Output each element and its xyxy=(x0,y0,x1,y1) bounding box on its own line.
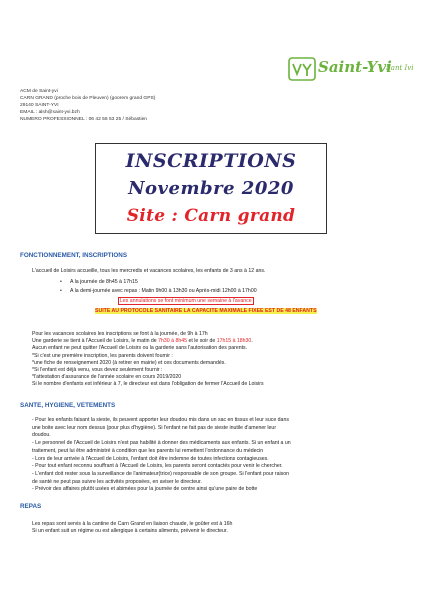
sante-line: de santé ne peut pas suivre les activités proposées, en aviser le directeur. xyxy=(32,478,202,485)
bullet-dot-icon: • xyxy=(60,279,62,285)
sante-line: - Prévoir des affaires plutôt usées et abimées pour la journée de centre ainsi qu'une paire de botte xyxy=(32,486,258,493)
detail-line: *Si l'enfant est déjà venu, vous devez seulement fournir : xyxy=(32,367,163,374)
protocol-notice xyxy=(95,308,317,314)
garderie-morning-hours: 7h30 à 8h45 xyxy=(158,338,187,345)
repas-block xyxy=(32,521,232,535)
address-line: CARN GRAND (proche bois de Pleuven) (goorem grand GPS) xyxy=(20,96,156,101)
heading-fonctionnement: FONCTIONNEMENT, INSCRIPTIONS xyxy=(20,252,128,259)
logo-subtitle: Sant Ivi xyxy=(386,64,414,72)
sante-line: - Pour tout enfant reconnu souffrant à l'Accueil de Loisirs, les parents seront contactés pour venir le chercher. xyxy=(32,463,283,470)
cancellation-text: Les annulations se font minimum une semaine à l'avance xyxy=(120,298,252,304)
repas-line: Si un enfant suit un régime ou est allergique à certains aliments, prévenir le directeur. xyxy=(32,528,228,535)
sante-line: - L'enfant doit rester sous la surveillance de l'animateur(trice) responsable de son groupe. Si l'enfant pour raison xyxy=(32,470,290,477)
cancellation-notice xyxy=(118,298,254,304)
saint-yvi-logo xyxy=(288,52,418,92)
address-line: 29140 SAINT-YVI xyxy=(20,103,59,108)
detail-line: Si le nombre d'enfants est inférieur à 7, le directeur est dans l'obligation de fermer l'Accueil de Loisirs xyxy=(32,381,264,388)
address-block xyxy=(20,88,155,123)
logo-name: Saint-Yvi xyxy=(318,58,392,76)
bullet-text: A la journée de 8h45 à 17h15 xyxy=(70,279,138,285)
bullet-dot-icon: • xyxy=(60,288,62,294)
bullet-demi-journee xyxy=(60,288,257,294)
heading-repas: REPAS xyxy=(20,503,42,510)
garderie-text: et le soir de xyxy=(187,338,217,345)
inscriptions-details xyxy=(32,331,264,389)
bullet-journee xyxy=(60,279,138,285)
protocol-text: SUITE AU PROTOCOLE SANITAIRE LA CAPACITE MAXIMALE FIXEE EST DE 48 ENFANTS xyxy=(95,308,317,314)
title-inscriptions: INSCRIPTIONS xyxy=(125,150,297,172)
sante-line: - Lors de leur arrivée à l'Accueil de Loisirs, l'enfant doit être indemne de toutes infections contagieuses. xyxy=(32,455,269,462)
title-month: Novembre 2020 xyxy=(128,178,294,199)
garderie-text: . xyxy=(251,338,253,345)
detail-line: *Si c'est une première inscription, les parents doivent fournir : xyxy=(32,352,173,359)
garderie-evening-hours: 17h15 à 18h30 xyxy=(216,338,252,345)
sante-line: doudou. xyxy=(32,432,51,439)
heading-sante: SANTE, HYGIENE, VETEMENTS xyxy=(20,402,116,409)
detail-line: Aucun enfant ne peut quitter l'Accueil de Loisirs ou la garderie sans l'autorisation des parents. xyxy=(32,345,248,352)
address-line: NUMERO PROFESSIONNEL : 06 42 56 53 25 / Sébastien xyxy=(20,117,148,122)
address-line: EMAIL : alsh@saint-yvi.bzh xyxy=(20,110,80,115)
bullet-text: A la demi-journée avec repas : Matin 9h00 à 13h30 ou Après-midi 12h00 à 17h00 xyxy=(70,288,257,294)
address-line: ACM de Saint-yvi xyxy=(20,89,58,94)
intro-text: L'accueil de Loisirs accueille, tous les mercredis et vacances scolaires, les enfants de 3 ans à 12 ans. xyxy=(32,268,266,274)
detail-line: *une fiche de renseignement 2020 (à retirer en mairie) et ces documents demandés. xyxy=(32,359,226,366)
title-box xyxy=(95,143,327,234)
detail-line: *l'attestation d'assurance de l'année scolaire en cours 2019/2020 xyxy=(32,374,182,381)
garderie-text: Une garderie se tient à l'Accueil de Loisirs, le matin de xyxy=(32,338,159,345)
sante-line: - Pour les enfants faisant la sieste, ils peuvent apporter leur doudou mis dans un sac en tissus et leur suce dans xyxy=(32,417,289,423)
sante-line: une boite avec leur nom dessus (pour plus d'hygiène). Si l'enfant ne fait pas de sieste inutile d'amener leur xyxy=(32,424,277,431)
title-site: Site : Carn grand xyxy=(126,206,296,226)
sante-block xyxy=(32,417,402,494)
repas-line: Les repas sont servis à la cantine de Carn Grand en liaison chaude, le goûter est à 16h xyxy=(32,521,233,527)
detail-line: Pour les vacances scolaires les inscriptions se font à la journée, de 9h à 17h xyxy=(32,331,208,337)
sante-line: traitement, peut lui être administré à condition que les parents lui remettent l'ordonnance du médecin xyxy=(32,447,264,454)
garderie-line xyxy=(32,338,264,345)
logo-mark-icon xyxy=(288,56,316,82)
sante-line: - Le personnel de l'Accueil de Loisirs n'est pas habilité à donner des médicaments aux enfants. Si un enfant a un xyxy=(32,440,291,447)
